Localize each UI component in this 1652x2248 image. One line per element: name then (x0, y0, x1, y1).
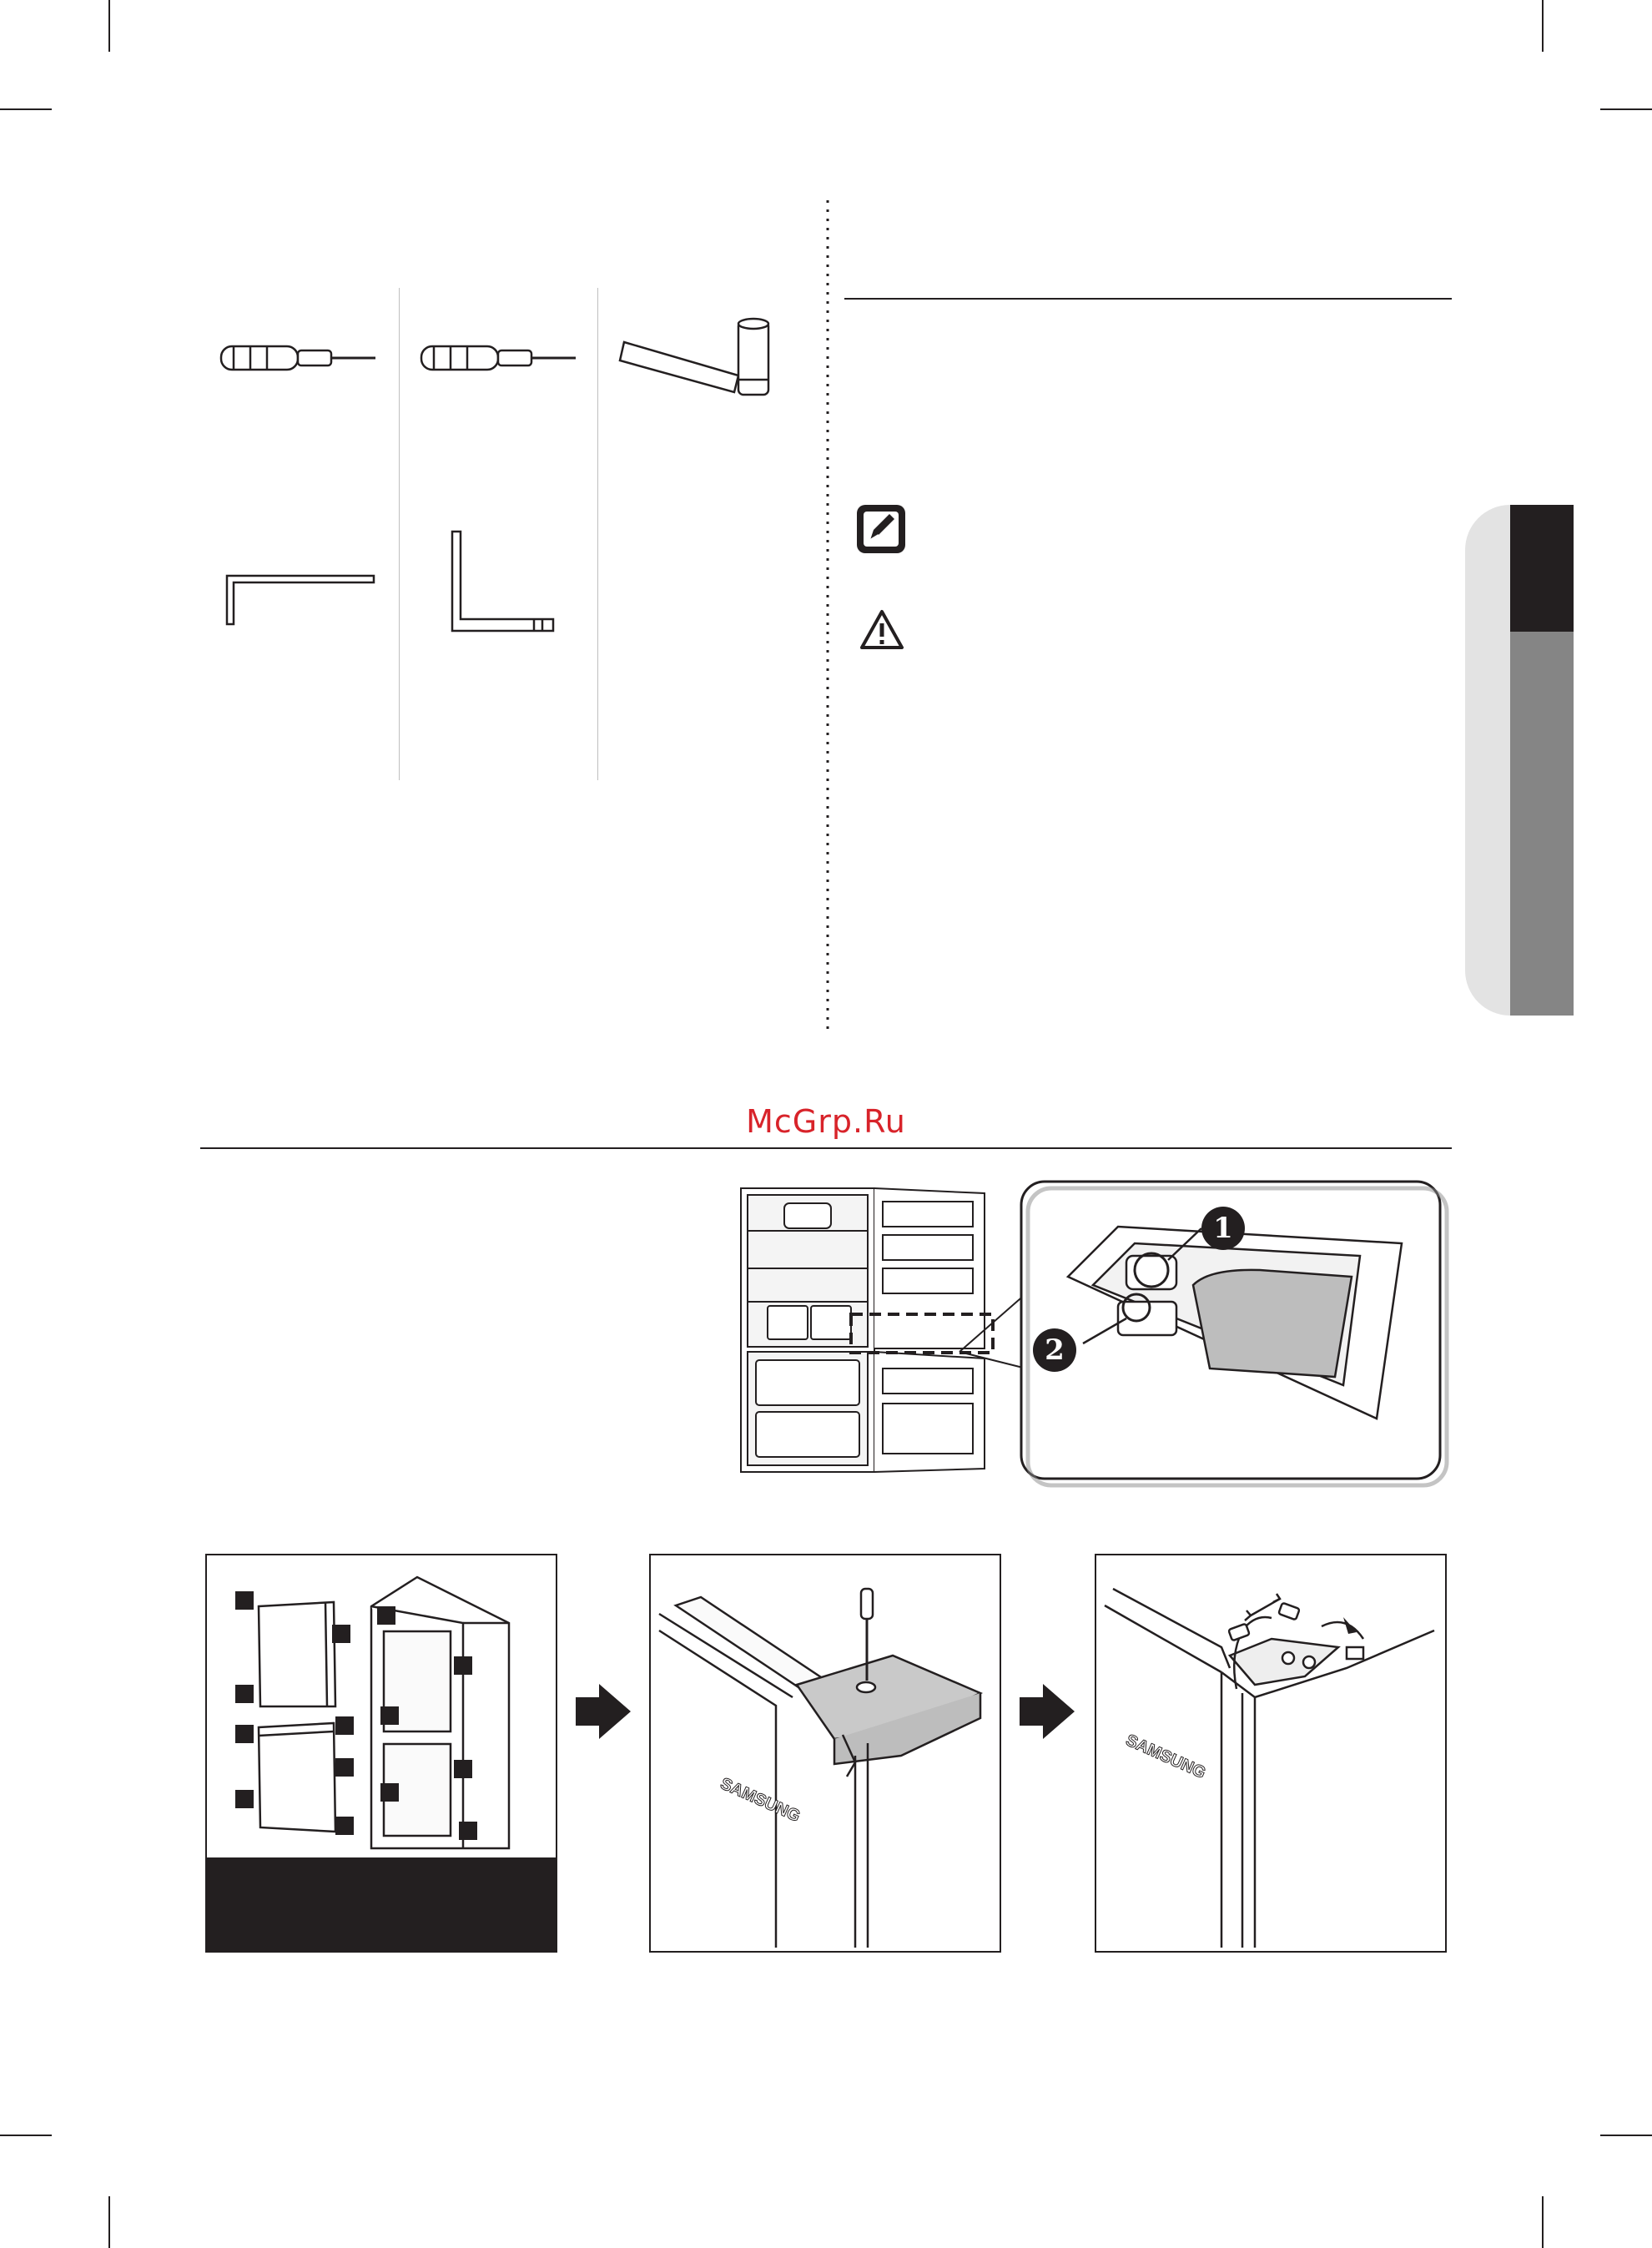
part-marker (380, 1706, 399, 1725)
samsung-logo-print: SAMSUNG (1122, 1731, 1209, 1783)
socket-wrench (620, 319, 768, 395)
part-marker (235, 1790, 254, 1808)
phillips-screwdriver (421, 346, 576, 370)
part-marker (332, 1625, 350, 1643)
part-marker (335, 1758, 354, 1777)
hinge-wire-connector-illustration (1096, 1555, 1443, 1948)
part-marker (235, 1591, 254, 1610)
part-marker (380, 1783, 399, 1802)
part-marker (459, 1822, 477, 1840)
part-marker (335, 1817, 354, 1835)
part-marker (235, 1685, 254, 1703)
step-1-caption-band (207, 1857, 556, 1951)
hinge-cover-screw-illustration (651, 1555, 998, 1948)
warning-triangle-icon (859, 609, 904, 651)
watermark: McGrp.Ru (746, 1103, 906, 1140)
callout-2: 2 (1033, 1328, 1076, 1372)
note-pencil-icon (854, 502, 908, 556)
allen-key-large (452, 532, 553, 631)
part-marker (335, 1716, 354, 1735)
callout-1: 1 (1201, 1207, 1245, 1250)
flat-screwdriver (221, 346, 375, 370)
step-arrow-right (574, 1682, 632, 1741)
allen-key-small (227, 576, 374, 624)
part-marker (454, 1760, 472, 1778)
samsung-logo-print: SAMSUNG (717, 1774, 803, 1827)
part-marker (454, 1656, 472, 1675)
part-marker (377, 1606, 395, 1625)
part-marker (235, 1725, 254, 1743)
step-arrow-right (1018, 1682, 1076, 1741)
